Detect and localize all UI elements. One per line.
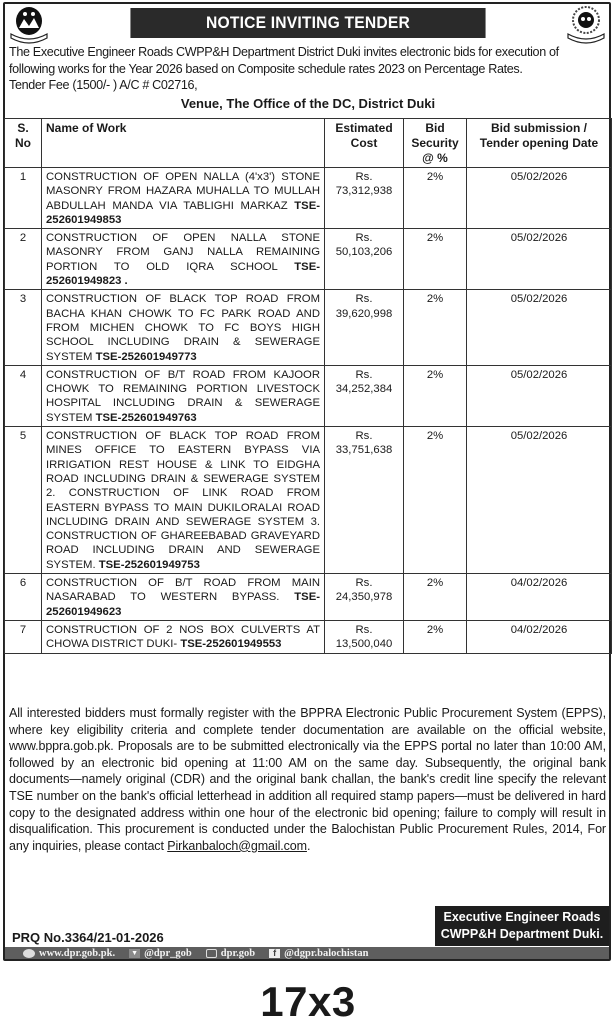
cell-sno: 3 (5, 290, 42, 365)
work-description: CONSTRUCTION OF OPEN NALLA (4'x3') STONE MASONRY FROM HAZARA MUHALLA TO MULLAH ABDULLAH MANDA VIA TABLIGHI MARKAZ (46, 171, 320, 212)
cost-value: 50,103,206 (335, 246, 393, 259)
work-description: CONSTRUCTION OF B/T ROAD FROM MAIN NASARABAD TO WESTERN BYPASS. (46, 577, 320, 604)
work-description: CONSTRUCTION OF BLACK TOP ROAD FROM BACHA KHAN CHOWK TO FC PARK ROAD AND FROM MICHEN CHOWK TO FC BOYS HIGH SCHOOL INCLUDING DRAIN & SEWERAGE SYSTEM (46, 293, 320, 363)
ad-size-label: 17x3 (260, 978, 356, 1025)
cell-estimated-cost (325, 290, 404, 365)
tse-number: TSE-252601949553 (180, 638, 282, 651)
cell-sno: 5 (5, 427, 42, 574)
header-sno: S. No (5, 119, 42, 168)
social-facebook[interactable] (269, 948, 368, 959)
cell-bid-security: 2% (404, 620, 467, 653)
cell-bid-security: 2% (404, 290, 467, 365)
intro-paragraph: The Executive Engineer Roads CWPP&H Department District Duki invites electronic bids for execution of following works for the Year 2026 based on Composite schedule rates 2023 on Percentage Rates. (9, 45, 559, 76)
prq-number: PRQ No.3364/21-01-2026 (12, 930, 164, 945)
social-instagram-text: dpr.gob (220, 947, 256, 959)
work-description: CONSTRUCTION OF OPEN NALLA STONE MASONRY FROM GANJ NALLA REMAINING PORTION TO OLD IQRA SCHOOL (46, 232, 320, 273)
cell-sno: 1 (5, 168, 42, 229)
cell-estimated-cost (325, 620, 404, 653)
cost-prefix: Rs. (355, 577, 373, 590)
tender-table (4, 118, 612, 654)
cell-name-of-work (42, 574, 325, 621)
table-row (5, 290, 612, 365)
cell-sno: 2 (5, 229, 42, 290)
cost-prefix: Rs. (355, 623, 373, 636)
table-row (5, 427, 612, 574)
venue: Venue, The Office of the DC, District Duki (180, 96, 436, 111)
cost-value: 39,620,998 (335, 307, 393, 320)
tse-number: TSE-252601949773 (95, 350, 197, 363)
header-date: Bid submission / Tender opening Date (467, 119, 612, 168)
cell-estimated-cost (325, 229, 404, 290)
signatory-line-1: Executive Engineer Roads (443, 910, 601, 924)
social-bar (5, 947, 609, 959)
cell-name-of-work (42, 168, 325, 229)
table-row (5, 229, 612, 290)
cell-date: 05/02/2026 (467, 365, 612, 426)
work-description: CONSTRUCTION OF 2 NOS BOX CULVERTS AT CHOWA DISTRICT DUKI- (46, 623, 320, 651)
table-row (5, 168, 612, 229)
header-name-of-work: Name of Work (42, 119, 325, 168)
cost-value: 34,252,384 (335, 383, 393, 396)
cell-name-of-work (42, 427, 325, 574)
facebook-icon: f (269, 949, 280, 958)
cell-date: 05/02/2026 (467, 290, 612, 365)
signatory-box (435, 906, 609, 946)
cost-value: 13,500,040 (335, 638, 393, 651)
cell-bid-security: 2% (404, 427, 467, 574)
cell-sno: 6 (5, 574, 42, 621)
cell-name-of-work (42, 229, 325, 290)
cell-sno: 4 (5, 365, 42, 426)
social-twitter-text: @dpr_gob (144, 947, 192, 959)
cost-value: 24,350,978 (335, 591, 393, 604)
cell-name-of-work (42, 620, 325, 653)
table-row (5, 620, 612, 653)
social-facebook-text: @dgpr.balochistan (284, 947, 369, 959)
email-suffix: . (306, 838, 311, 853)
cell-estimated-cost (325, 427, 404, 574)
cell-date: 04/02/2026 (467, 620, 612, 653)
social-website[interactable] (23, 948, 115, 959)
tse-number: TSE-252601949823 . (46, 260, 320, 288)
cell-bid-security: 2% (404, 574, 467, 621)
tse-number: TSE-252601949623 (46, 591, 320, 618)
contact-email-link[interactable]: Pirkanbaloch@gmail.com (167, 838, 307, 853)
work-description: CONSTRUCTION OF B/T ROAD FROM KAJOOR CHOWK TO REMAINING PORTION LIVESTOCK HOSPITAL INCLUDING DRAIN & SEWERAGE SYSTEM (46, 368, 320, 424)
cost-prefix: Rs. (355, 171, 373, 183)
cell-name-of-work (42, 290, 325, 365)
cell-bid-security: 2% (404, 168, 467, 229)
department-emblem-icon (564, 4, 608, 44)
cell-date: 05/02/2026 (467, 427, 612, 574)
balochistan-government-emblem-icon (7, 4, 51, 44)
header-bid-security: Bid Security @ % (404, 119, 467, 168)
tender-fee: Tender Fee (1500/- ) A/C # C02716, (9, 78, 198, 92)
cell-bid-security: 2% (404, 229, 467, 290)
table-row (5, 574, 612, 621)
tse-number: TSE-252601949753 (98, 558, 200, 571)
instructions-text: All interested bidders must formally register with the BPPRA Electronic Public Procurement System (EPPS), where key eligibility criteria and complete tender documentation are available on the official website, www.bppra.gob.pk. Proposals are to be submitted electronically via the EPPS portal no later than 10:00 AM, followed by an electronic bid opening at 11:00 AM on the same day. Subsequently, the original bank documents—namely original (CDR) and the original bank challan, the bank's credit line specify the relevant TSE number on the bank's official letterhead in addition all required stamp papers—must be delivered in hard copy to the designated address within one hour of the electronic bid opening; failure to comply will result in disqualification. This procurement is conducted under the Balochistan Public Procurement Rules, 2014, For any inquiries, please contact (9, 706, 606, 853)
instructions-paragraph (9, 705, 606, 854)
cell-date: 05/02/2026 (467, 229, 612, 290)
notice-title: NOTICE INVITING TENDER (130, 8, 485, 38)
cell-name-of-work (42, 365, 325, 426)
cell-date: 04/02/2026 (467, 574, 612, 621)
tse-number: TSE-252601949853 (46, 199, 320, 226)
cell-estimated-cost (325, 574, 404, 621)
cost-value: 73,312,938 (335, 185, 393, 198)
table-header-row (5, 119, 612, 168)
cost-value: 33,751,638 (335, 444, 393, 457)
table-row (5, 365, 612, 426)
signatory-line-2: CWPP&H Department Duki. (440, 927, 604, 941)
twitter-icon: ▼ (129, 949, 140, 958)
header-estimated-cost: Estimated Cost (325, 119, 404, 168)
cost-prefix: Rs. (355, 293, 373, 306)
cost-prefix: Rs. (355, 232, 373, 245)
tse-number: TSE-252601949763 (95, 411, 197, 424)
work-description: CONSTRUCTION OF BLACK TOP ROAD FROM MINES OFFICE TO EASTERN BYPASS VIA IRRIGATION REST HOUSE & LINK TO EIDGHA ROAD INCLUDING DRAIN & SEWERAGE SYSTEM 2. CONSTRUCTION OF LINK ROAD FROM EASTERN BYPASS TO MAIN DUKILORALAI ROAD INCLUDING DRAIN AND SEWERAGE SYSTEM 3. CONSTRUCTION OF GHAREEBABAD GRAVEYARD ROAD INCLUDING DRAIN AND SEWERAGE SYSTEM. (46, 430, 320, 571)
instagram-icon (206, 949, 217, 958)
cell-estimated-cost (325, 365, 404, 426)
cost-prefix: Rs. (355, 430, 373, 443)
social-instagram[interactable] (206, 948, 255, 959)
intro-section (9, 44, 607, 94)
social-website-text: www.dpr.gob.pk. (39, 947, 116, 959)
cell-bid-security: 2% (404, 365, 467, 426)
social-twitter[interactable] (129, 948, 192, 959)
cost-prefix: Rs. (355, 368, 373, 381)
globe-icon (23, 949, 35, 958)
cell-estimated-cost (325, 168, 404, 229)
cell-sno: 7 (5, 620, 42, 653)
cell-date: 05/02/2026 (467, 168, 612, 229)
